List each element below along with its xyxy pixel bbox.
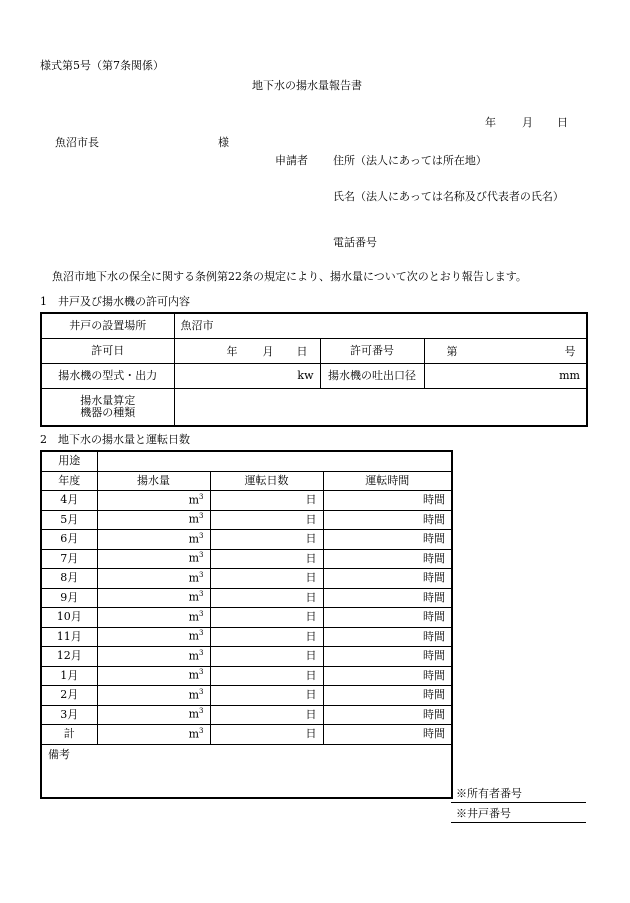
hours-field[interactable]: 時間 [323, 530, 452, 550]
hours-field[interactable]: 時間 [323, 686, 452, 706]
permit-no-prefix: 第 [446, 345, 458, 358]
permit-number-field[interactable] [424, 339, 587, 364]
volume-unit: m [188, 727, 200, 741]
total-row [41, 725, 452, 745]
month-label: 3月 [41, 705, 97, 725]
pump-model-label: 揚水機の型式・出力 [41, 364, 174, 389]
month-label: 4月 [41, 491, 97, 511]
volume-unit-sup: 3 [199, 668, 204, 677]
recipient: 魚沼市長 [55, 136, 99, 149]
permit-month-label: 月 [262, 345, 274, 358]
month-label: 2月 [41, 686, 97, 706]
table-row [41, 569, 452, 589]
permit-day-label: 日 [296, 345, 308, 358]
hours-field[interactable]: 時間 [323, 491, 452, 511]
volume-field[interactable] [97, 588, 210, 608]
table-row [41, 510, 452, 530]
section2-heading: 2 地下水の揚水量と運転日数 [40, 433, 190, 446]
col-hours-header: 運転時間 [323, 471, 452, 491]
table-row [41, 705, 452, 725]
table-row [41, 608, 452, 628]
volume-unit-sup: 3 [199, 551, 204, 560]
hours-field[interactable]: 時間 [323, 647, 452, 667]
table-row [41, 339, 587, 364]
days-field[interactable]: 日 [210, 491, 323, 511]
device-type-label-line1: 揚水量算定 [80, 393, 136, 407]
owner-number-line [451, 802, 586, 803]
device-type-label [41, 389, 174, 427]
volume-unit-sup: 3 [199, 707, 204, 716]
days-field[interactable]: 日 [210, 647, 323, 667]
days-field[interactable]: 日 [210, 569, 323, 589]
volume-unit: m [188, 669, 200, 683]
applicant-label: 申請者 [275, 154, 308, 167]
days-field[interactable]: 日 [210, 686, 323, 706]
volume-unit-sup: 3 [199, 648, 204, 657]
outlet-diameter-label: 揚水機の吐出口径 [320, 364, 424, 389]
volume-unit: m [188, 688, 200, 702]
table-row [41, 530, 452, 550]
permit-date-field[interactable] [174, 339, 320, 364]
volume-unit-sup: 3 [199, 492, 204, 501]
days-field[interactable]: 日 [210, 588, 323, 608]
month-label: 12月 [41, 647, 97, 667]
device-type-label-line2: 機器の種類 [80, 406, 136, 419]
table-row [41, 549, 452, 569]
table-row [41, 313, 587, 339]
pump-model-field[interactable]: kw [174, 364, 320, 389]
date-year-label: 年 [485, 116, 496, 129]
owner-number-label: ※所有者番号 [456, 787, 522, 800]
use-label: 用途 [41, 451, 97, 471]
permit-number-label: 許可番号 [320, 339, 424, 364]
name-label: 氏名（法人にあっては名称及び代表者の氏名） [333, 190, 564, 203]
volume-unit: m [188, 630, 200, 644]
table-row [41, 588, 452, 608]
hours-field[interactable]: 時間 [323, 549, 452, 569]
total-days-field[interactable]: 日 [210, 725, 323, 745]
date-month-label: 月 [522, 116, 533, 129]
hours-field[interactable]: 時間 [323, 666, 452, 686]
volume-unit: m [188, 532, 200, 546]
table-row [41, 686, 452, 706]
volume-unit-sup: 3 [199, 609, 204, 618]
table-header-row [41, 471, 452, 491]
well-number-line [451, 822, 586, 823]
permit-date-label: 許可日 [41, 339, 174, 364]
volume-field[interactable] [97, 705, 210, 725]
section1-heading: 1 井戸及び揚水機の許可内容 [40, 295, 190, 308]
honorific: 様 [218, 136, 229, 149]
volume-unit: m [188, 591, 200, 605]
table-row [41, 647, 452, 667]
usage-table [40, 450, 453, 799]
volume-field[interactable] [97, 510, 210, 530]
volume-field[interactable] [97, 666, 210, 686]
volume-unit: m [188, 649, 200, 663]
date-day-label: 日 [557, 116, 568, 129]
volume-unit: m [188, 610, 200, 624]
days-field[interactable]: 日 [210, 510, 323, 530]
volume-unit-sup: 3 [199, 629, 204, 638]
total-volume-field[interactable] [97, 725, 210, 745]
volume-field[interactable] [97, 608, 210, 628]
volume-unit: m [188, 552, 200, 566]
col-days-header: 運転日数 [210, 471, 323, 491]
days-field[interactable]: 日 [210, 608, 323, 628]
table-row [41, 451, 452, 471]
hours-field[interactable]: 時間 [323, 510, 452, 530]
days-field[interactable]: 日 [210, 705, 323, 725]
table-row [41, 666, 452, 686]
volume-unit-sup: 3 [199, 531, 204, 540]
volume-field[interactable] [97, 549, 210, 569]
days-field[interactable]: 日 [210, 627, 323, 647]
use-field[interactable] [97, 451, 452, 471]
table-row [41, 389, 587, 427]
month-label: 5月 [41, 510, 97, 530]
volume-field[interactable] [97, 627, 210, 647]
month-label: 9月 [41, 588, 97, 608]
remarks-row [41, 744, 452, 798]
volume-field[interactable] [97, 569, 210, 589]
month-label: 1月 [41, 666, 97, 686]
report-statement: 魚沼市地下水の保全に関する条例第22条の規定により、揚水量について次のとおり報告します。 [52, 270, 527, 283]
location-field[interactable]: 魚沼市 [174, 313, 587, 339]
volume-unit-sup: 3 [199, 590, 204, 599]
address-label: 住所（法人にあっては所在地） [333, 154, 487, 167]
month-label: 8月 [41, 569, 97, 589]
hours-field[interactable]: 時間 [323, 627, 452, 647]
outlet-diameter-field[interactable]: mm [424, 364, 587, 389]
phone-label: 電話番号 [333, 236, 377, 249]
volume-field[interactable] [97, 530, 210, 550]
permit-table [40, 312, 588, 427]
col-volume-header: 揚水量 [97, 471, 210, 491]
location-label: 井戸の設置場所 [41, 313, 174, 339]
month-label: 11月 [41, 627, 97, 647]
remarks-field[interactable] [41, 744, 452, 798]
table-row [41, 364, 587, 389]
document-title: 地下水の揚水量報告書 [252, 79, 362, 92]
volume-unit: m [188, 708, 200, 722]
table-row [41, 627, 452, 647]
volume-unit-sup: 3 [199, 687, 204, 696]
month-label: 6月 [41, 530, 97, 550]
device-type-field[interactable] [174, 389, 587, 427]
hours-field[interactable]: 時間 [323, 588, 452, 608]
volume-unit: m [188, 493, 200, 507]
volume-unit-sup: 3 [199, 726, 204, 735]
volume-field[interactable] [97, 686, 210, 706]
volume-field[interactable] [97, 491, 210, 511]
well-number-label: ※井戸番号 [456, 807, 511, 820]
hours-field[interactable]: 時間 [323, 569, 452, 589]
month-label: 10月 [41, 608, 97, 628]
volume-field[interactable] [97, 647, 210, 667]
permit-no-suffix: 号 [564, 345, 576, 358]
days-field[interactable]: 日 [210, 666, 323, 686]
form-number: 様式第5号（第7条関係） [40, 59, 164, 72]
col-year-header: 年度 [41, 471, 97, 491]
table-row [41, 491, 452, 511]
volume-unit-sup: 3 [199, 512, 204, 521]
volume-unit-sup: 3 [199, 570, 204, 579]
total-hours-field[interactable]: 時間 [323, 725, 452, 745]
days-field[interactable]: 日 [210, 530, 323, 550]
days-field[interactable]: 日 [210, 549, 323, 569]
volume-unit: m [188, 513, 200, 527]
month-label: 7月 [41, 549, 97, 569]
permit-year-label: 年 [226, 345, 238, 358]
hours-field[interactable]: 時間 [323, 608, 452, 628]
total-label: 計 [41, 725, 97, 745]
volume-unit: m [188, 571, 200, 585]
hours-field[interactable]: 時間 [323, 705, 452, 725]
remarks-label: 備考 [48, 747, 70, 761]
